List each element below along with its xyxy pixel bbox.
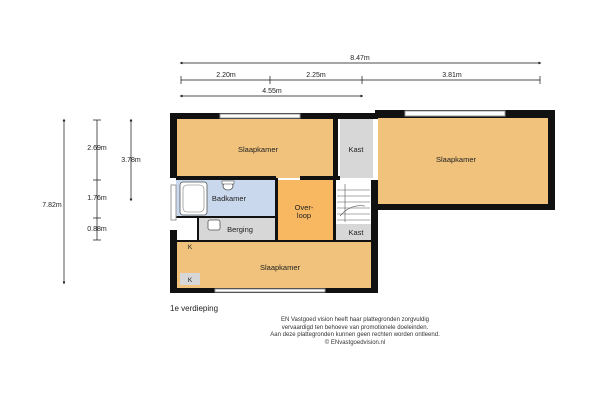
room-label-slaapkamer-bottom: Slaapkamer bbox=[259, 263, 301, 272]
dim-left-seg-2: 1.76m bbox=[87, 195, 107, 202]
dim-top-sub: 4.55m bbox=[262, 88, 282, 95]
disclaimer-line: Aan deze plattegronden kunnen geen rechten worden ontleend. bbox=[270, 332, 440, 338]
dim-left-total: 7.82m bbox=[42, 202, 62, 209]
room-label-berging: Berging bbox=[227, 225, 253, 234]
dim-left-sub: 3.78m bbox=[121, 157, 141, 164]
room-label-overloop-2: loop bbox=[296, 211, 312, 220]
dim-left-seg-1: 2.69m bbox=[87, 145, 107, 152]
disclaimer bbox=[230, 317, 480, 347]
room-label-slaapkamer-right: Slaapkamer bbox=[435, 155, 477, 164]
dim-left-seg-3: 0.88m bbox=[87, 226, 107, 233]
disclaimer-line: © ENvastgoedvision.nl bbox=[324, 339, 386, 346]
disclaimer-line: vervaardigd ten behoeve van promotionele doeleinden. bbox=[281, 324, 429, 331]
room-label-slaapkamer-top-left: Slaapkamer bbox=[237, 145, 279, 154]
room-label-kast-top: Kast bbox=[348, 145, 364, 154]
dim-top-seg-2: 2.25m bbox=[306, 72, 326, 79]
sink bbox=[208, 220, 220, 230]
room-label-badkamer: Badkamer bbox=[211, 194, 247, 203]
room-label-kast-bottom: Kast bbox=[348, 228, 364, 237]
room-label-k-2: K bbox=[187, 277, 193, 284]
dim-top-seg-1: 2.20m bbox=[216, 72, 236, 79]
room-label-k-1: K bbox=[187, 244, 193, 251]
top-dimension-lines bbox=[181, 63, 540, 96]
dim-top-seg-3: 3.81m bbox=[442, 72, 462, 79]
dim-top-total: 8.47m bbox=[350, 55, 370, 62]
floor-label: 1e verdieping bbox=[170, 304, 219, 313]
room-label-overloop-1: Over- bbox=[294, 203, 314, 212]
disclaimer-line: EN Vastgoed vision heeft haar plattegronden zorgvuldig bbox=[281, 317, 429, 323]
